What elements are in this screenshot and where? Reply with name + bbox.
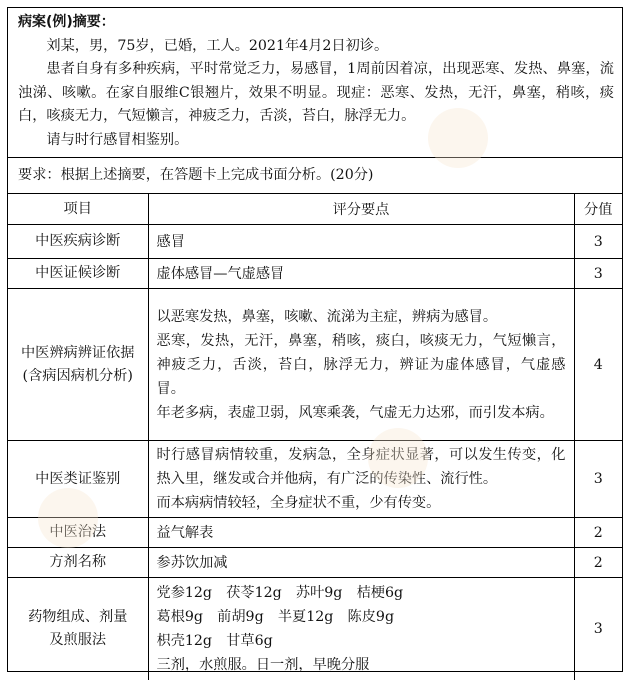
header-points: 评分要点 xyxy=(148,194,574,225)
table-row xyxy=(8,578,622,680)
row-item-text: 及煎服法 xyxy=(49,631,107,648)
row-item-text: 药物组成、剂量 xyxy=(28,608,128,625)
row-item-text: 中医证候诊断 xyxy=(35,265,121,281)
case-summary xyxy=(8,8,622,157)
table-row xyxy=(8,225,622,259)
row-score: 3 xyxy=(574,225,622,259)
row-score: 3 xyxy=(574,441,622,518)
table-row xyxy=(8,441,622,518)
row-point-text: 以恶寒发热，鼻塞，咳嗽、流涕为主症，辨病为感冒。 xyxy=(156,308,498,325)
table-header-row xyxy=(8,194,622,225)
row-points xyxy=(148,259,574,289)
row-item xyxy=(8,548,148,578)
table-row xyxy=(8,259,622,289)
row-item-text: 中医治法 xyxy=(49,524,107,540)
row-score: 2 xyxy=(574,548,622,578)
row-points xyxy=(148,289,574,441)
row-item-text: 中医类证鉴别 xyxy=(35,470,121,487)
row-point-text: 虚体感冒—气虚感冒 xyxy=(156,265,285,282)
case-history: 患者自身有多种疾病，平时常觉乏力，易感冒，1周前因着凉，出现恶寒、发热、鼻塞，流浊涕、咳嗽。在家自服维C银翘片，效果不明显。现症：恶寒、发热，无汗，鼻塞，稍咳，痰白，咳痰无力，气短懒言，神疲乏力，舌淡，苔白，脉浮无力。 xyxy=(18,61,614,124)
case-title: 病案(例)摘要： xyxy=(18,14,115,30)
row-item-text: 中医辨病辨证依据 xyxy=(20,344,135,361)
row-item xyxy=(8,289,148,441)
case-patient-info: 刘某，男，75岁，已婚，工人。2021年4月2日初诊。 xyxy=(46,37,389,54)
table-row xyxy=(8,548,622,578)
row-score: 4 xyxy=(574,289,622,441)
row-point-text: 时行感冒病情较重，发病急，全身症状显著，可以发生传变，化热入里，继发或合并他病，有广泛的传染性、流行性。 xyxy=(156,447,566,487)
case-instruction: 请与时行感冒相鉴别。 xyxy=(46,131,189,148)
row-item xyxy=(8,518,148,548)
row-score: 3 xyxy=(574,259,622,289)
row-point-text: 党参12g 茯苓12g 苏叶9g 桔梗6g xyxy=(156,584,404,601)
row-item-text: 方剂名称 xyxy=(49,554,107,570)
scoring-table xyxy=(8,193,622,680)
row-score: 2 xyxy=(574,518,622,548)
header-item: 项目 xyxy=(8,194,148,225)
requirement-text: 要求：根据上述摘要，在答题卡上完成书面分析。(20分) xyxy=(8,157,622,193)
header-score: 分值 xyxy=(574,194,622,225)
row-points xyxy=(148,548,574,578)
table-row xyxy=(8,518,622,548)
table-row xyxy=(8,289,622,441)
row-point-text: 感冒 xyxy=(156,233,185,250)
row-points xyxy=(148,518,574,548)
row-point-text: 恶寒，发热，无汗，鼻塞，稍咳，痰白，咳痰无力，气短懒言，神疲乏力，舌淡，苔白，脉浮无力，辨证为虚体感冒，气虚感冒。 xyxy=(156,332,566,397)
row-item xyxy=(8,225,148,259)
row-point-text: 而本病病情较轻，全身症状不重，少有传变。 xyxy=(156,495,441,511)
row-points xyxy=(148,578,574,680)
row-point-text: 葛根9g 前胡9g 半夏12g 陈皮9g xyxy=(156,608,395,625)
row-score: 3 xyxy=(574,578,622,680)
row-point-text: 益气解表 xyxy=(156,524,214,541)
row-item-text: 中医疾病诊断 xyxy=(35,233,121,249)
row-point-text: 枳壳12g 甘草6g xyxy=(156,632,273,649)
row-item xyxy=(8,441,148,518)
case-document xyxy=(7,7,623,672)
row-points xyxy=(148,225,574,259)
row-points xyxy=(148,441,574,518)
row-point-text: 年老多病，表虚卫弱，风寒乘袭，气虚无力达邪，而引发本病。 xyxy=(156,404,554,421)
row-item xyxy=(8,259,148,289)
row-item xyxy=(8,578,148,680)
row-point-text: 参苏饮加减 xyxy=(156,554,228,571)
row-point-text: 三剂，水煎服。日一剂，早晚分服 xyxy=(156,656,370,673)
row-item-text: (含病因病机分析) xyxy=(22,367,133,384)
